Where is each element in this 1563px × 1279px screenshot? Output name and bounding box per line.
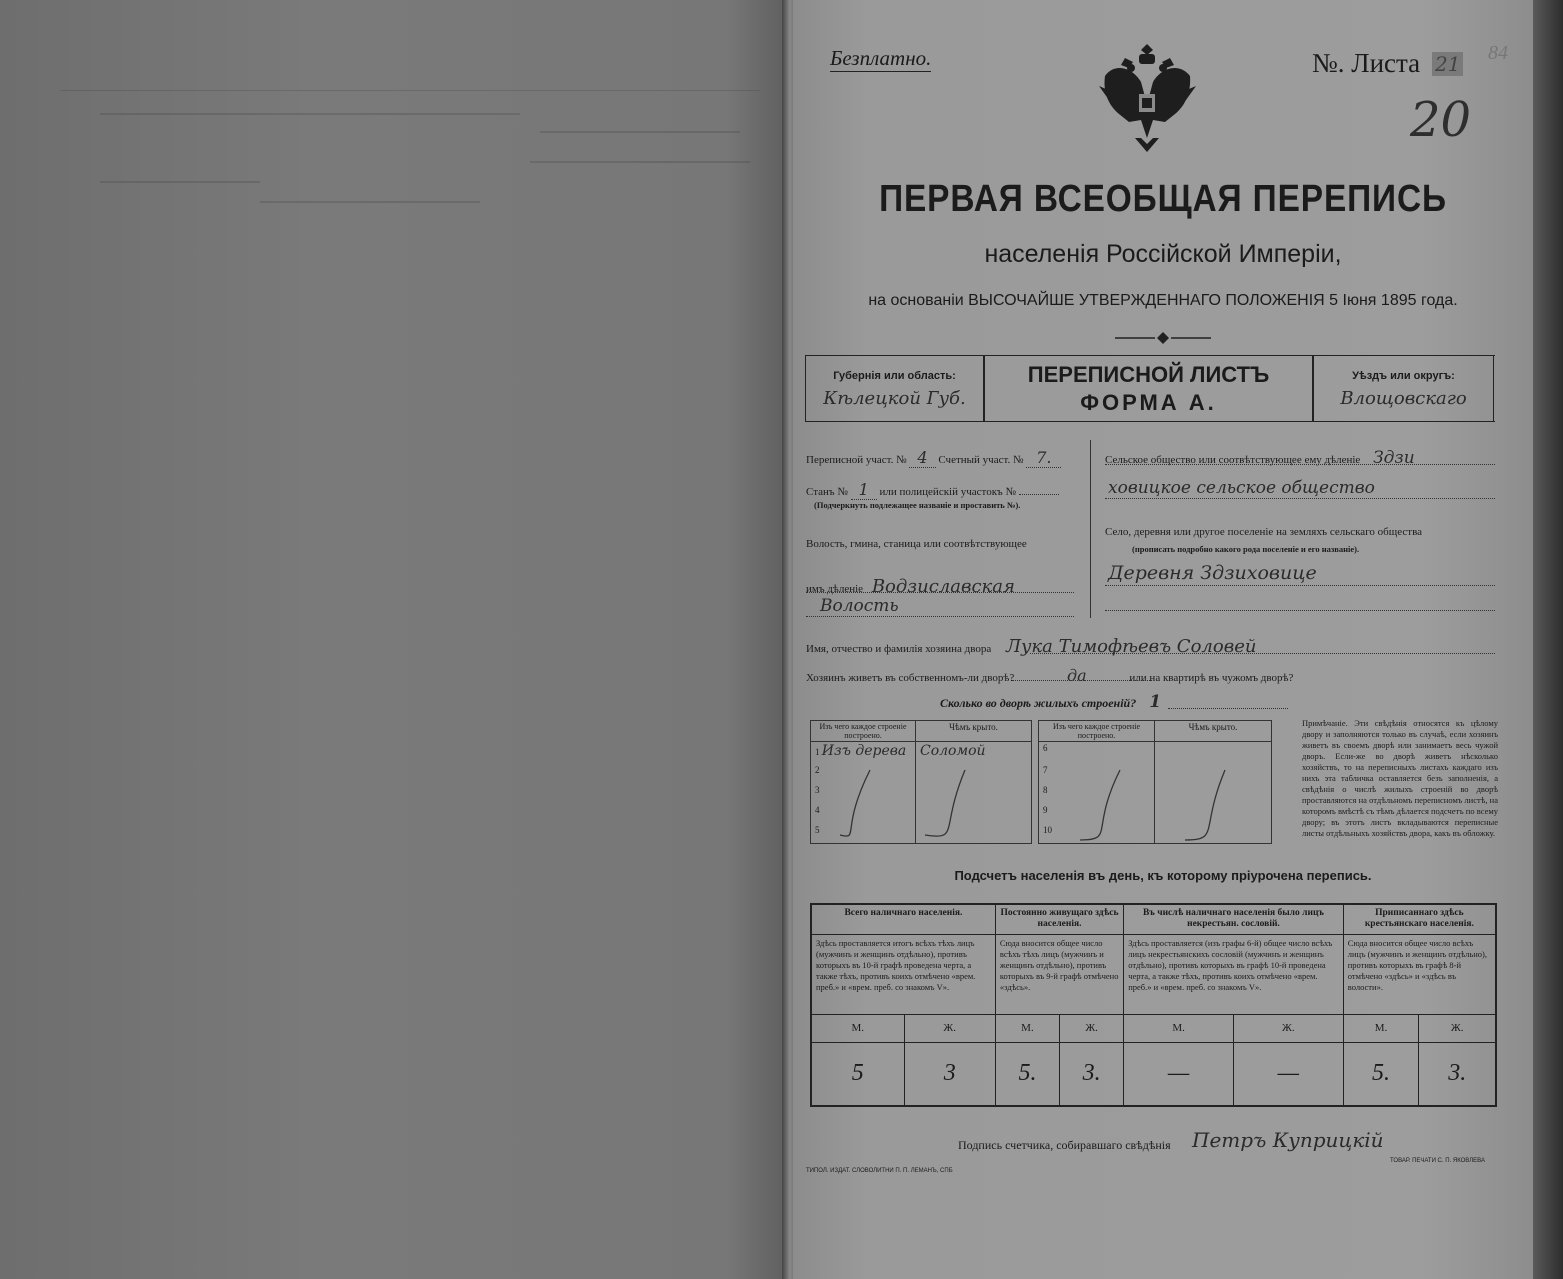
building-row-9: 9 [1039, 804, 1155, 824]
society-row [1105, 448, 1415, 468]
large-sheet-number: 20 [1410, 92, 1472, 148]
village-label: Село, деревня или другое поселеніе на земляхъ сельскаго общества [1105, 526, 1423, 538]
sheet-number-value: 21 [1432, 52, 1463, 76]
building-row-5: 5 [811, 824, 916, 844]
document-title: ПЕРВАЯ ВСЕОБЩАЯ ПЕРЕПИСЬ [879, 178, 1447, 220]
building-row-4: 4 [811, 804, 916, 824]
count-col-3-desc: Здѣсь проставляется (изъ графы 6-й) общее число всѣхъ лицъ некрестьянскихъ сословій (мужчинъ и женщинъ отдѣльно), противъ которыхъ въ графѣ 10-й проведена черта, а также тѣхъ, противъ коихъ отмѣчено «врем. преб.» и «врем. преб. со знакомъ V». [1124, 934, 1344, 1014]
own-house-row [806, 666, 1293, 685]
building-row-3: 3 [811, 784, 916, 804]
buildings-row [940, 692, 1161, 712]
male-header-3: М. [1124, 1014, 1234, 1042]
count-col-1-head: Всего наличнаго населенія. [811, 904, 995, 934]
male-header-1: М. [811, 1014, 904, 1042]
census-district-label: Переписной участ. № [806, 454, 907, 466]
female-header-1: Ж. [904, 1014, 995, 1042]
buildings-label: Сколько во дворѣ жилыхъ строеній? [940, 696, 1137, 710]
resident-female: 3. [1060, 1042, 1124, 1106]
volost-value-2: Волость [820, 596, 899, 616]
document-subtitle: населенія Россійской Имперіи, [984, 240, 1342, 268]
police-district-label: или полицейскій участокъ № [879, 486, 1016, 498]
count-col-4-head: Приписаннаго здѣсь крестьянскаго населенія. [1343, 904, 1496, 934]
roof-header-2: Чѣмъ крыто. [1155, 721, 1272, 742]
female-header-4: Ж. [1419, 1014, 1496, 1042]
non-peasant-male: — [1124, 1042, 1234, 1106]
bleed-through-text [60, 90, 760, 240]
note-paragraph: Примѣчаніе. Эти свѣдѣнія относятся къ цѣлому двору и заполняются только въ случаѣ, если хозяинъ живетъ въ своемъ дворѣ или занимаетъ весь чужой дворъ. Если-же во дворѣ живетъ нѣсколько хозяйствъ, то на переписныхъ листахъ каждаго изъ нихъ эта табличка оставляется безъ заполненія, а свѣдѣнія о числѣ жилыхъ строеній во дворѣ проставляются на отдѣльномъ переписномъ листѣ, на которомъ вмѣстѣ съ тѣмъ дѣлается подсчетъ по всему двору; въ этотъ листъ вкладываются переписные листы отдѣльныхъ хозяйствъ двора, какъ въ обложку. [1302, 718, 1498, 838]
buildings-underline [1168, 708, 1288, 709]
count-col-3-head: Въ числѣ наличнаго населенія было лицъ некрестьян. сословій. [1124, 904, 1344, 934]
guberniya-label: Губернія или область: [833, 370, 956, 382]
pencil-number: 84 [1488, 42, 1508, 64]
page-edge [1533, 0, 1563, 1279]
count-col-2-head: Постоянно живущаго здѣсь населенія. [995, 904, 1123, 934]
enumerator-signature: Петръ Куприцкій [1192, 1128, 1384, 1152]
registered-male: 5. [1343, 1042, 1419, 1106]
female-header-2: Ж. [1060, 1014, 1124, 1042]
census-district-row [806, 448, 1061, 467]
society-label: Сельское общество или соотвѣтствующее ему дѣленіе [1105, 454, 1361, 466]
free-of-charge-label: Безплатно. [830, 46, 932, 70]
building-row-1-material: 1 Изъ дерева [811, 742, 916, 764]
material-header-2: Изъ чего каждое строеніе построено. [1039, 721, 1155, 742]
uezd-value: Влощовскаго [1340, 388, 1467, 409]
society-value: Здзи [1373, 448, 1415, 468]
total-male: 5 [811, 1042, 904, 1106]
census-district-value: 4 [909, 448, 935, 468]
owner-label: Имя, отчество и фамилія хозяина двора [806, 643, 992, 655]
guberniya-box [805, 356, 985, 422]
material-header: Изъ чего каждое строеніе построено. [811, 721, 916, 742]
registered-female: 3. [1419, 1042, 1496, 1106]
column-divider [1090, 440, 1091, 618]
village-underline [1105, 585, 1495, 586]
male-header-2: М. [995, 1014, 1059, 1042]
guberniya-value: Кѣлецкой Губ. [823, 388, 966, 409]
volost-label: Волость, гмина, станица или соотвѣтствующее [806, 538, 1027, 550]
double-headed-eagle-emblem [1095, 42, 1200, 160]
uezd-label: Уѣздъ или округъ: [1352, 370, 1455, 382]
stan-value: 1 [851, 480, 877, 500]
enumerator-signature-label: Подпись счетчика, собиравшаго свѣдѣнія [958, 1138, 1171, 1152]
society-underline [1105, 464, 1495, 465]
non-peasant-female: — [1233, 1042, 1343, 1106]
form-type: ФОРМА А. [1080, 390, 1217, 415]
building-row-7: 7 [1039, 764, 1155, 784]
population-count-title: Подсчетъ населенія въ день, къ которому пріурочена перепись. [954, 868, 1372, 883]
female-header-3: Ж. [1233, 1014, 1343, 1042]
volost-underline-2 [806, 616, 1074, 617]
stan-label: Станъ № [806, 486, 848, 498]
volost-value: Водзиславская [871, 576, 1015, 597]
building-row-8: 8 [1039, 784, 1155, 804]
own-house-label: Хозяинъ живетъ въ собственномъ-ли дворѣ? [806, 672, 1015, 684]
society-value-2: ховицкое сельское общество [1108, 478, 1375, 498]
police-district-blank [1019, 494, 1059, 495]
rent-label: или на квартирѣ въ чужомъ дворѣ? [1129, 672, 1294, 684]
uezd-box [1312, 356, 1494, 422]
volost-label-2: имъ дѣленіе [806, 583, 864, 595]
underline-note: (Подчеркнуть подлежащее названіе и проставить №). [814, 500, 1021, 510]
owner-value: Лука Тимофѣевъ Соловей [1005, 636, 1257, 657]
owner-underline [1030, 653, 1495, 654]
legal-basis: на основаніи ВЫСОЧАЙШЕ УТВЕРЖДЕННАГО ПОЛОЖЕНІЯ 5 Іюня 1895 года. [868, 292, 1458, 309]
village-underline-2 [1105, 610, 1495, 611]
volost-underline [806, 592, 1074, 593]
roof-header: Чѣмъ крыто. [916, 721, 1032, 742]
count-col-1-desc: Здѣсь проставляется итогъ всѣхъ тѣхъ лицъ (мужчинъ и женщинъ отдѣльно), противъ которыхъ въ 10-й графѣ проведена черта, а также тѣхъ, противъ коихъ отмѣчено «врем. преб.» и «врем. преб. со знакомъ V». [811, 934, 995, 1014]
population-count-table [810, 903, 1497, 1107]
divider-ornament [1115, 332, 1211, 344]
count-district-label: Счетный участ. № [938, 454, 1024, 466]
village-note: (прописать подробно какого рода поселеніе и его названіе). [1132, 544, 1360, 554]
building-row-10: 10 [1039, 824, 1155, 844]
printer-imprint-left: ТИПОЛ. ИЗДАТ. СЛОВОЛИТНИ П. П. ЛЕМАНЪ, СПБ [806, 1168, 953, 1174]
society-underline-2 [1105, 498, 1495, 499]
total-female: 3 [904, 1042, 995, 1106]
own-house-value: да [1066, 666, 1087, 685]
building-row-6: 6 [1039, 742, 1155, 764]
resident-male: 5. [995, 1042, 1059, 1106]
village-value: Деревня Здзиховице [1108, 562, 1317, 584]
count-col-4-desc: Сюда вносится общее число всѣхъ лицъ (мужчинъ и женщинъ отдѣльно), противъ которыхъ въ графѣ 8-й отмѣчено «здѣсь» и «здѣсь въ волости». [1343, 934, 1496, 1014]
male-header-4: М. [1343, 1014, 1419, 1042]
buildings-value: 1 [1149, 692, 1162, 712]
count-col-2-desc: Сюда вносится общее число всѣхъ тѣхъ лицъ (мужчинъ и женщинъ отдѣльно), противъ которыхъ въ 9-й графѣ отмѣчено «здѣсь». [995, 934, 1123, 1014]
printer-imprint-right: ТОВАР. ПЕЧАТИ С. П. ЯКОВЛЕВА [1390, 1158, 1485, 1164]
stan-row [806, 480, 1059, 499]
building-row-1-roof: Соломой [916, 742, 1032, 764]
sheet-number-label: №. Листа [1312, 48, 1421, 78]
volost-row [806, 576, 1015, 597]
building-row-2: 2 [811, 764, 916, 784]
own-house-underline [1012, 680, 1152, 681]
ditto-strokes [820, 760, 1270, 850]
count-district-value: 7. [1026, 448, 1061, 468]
form-title: ПЕРЕПИСНОЙ ЛИСТЪ [1027, 362, 1270, 387]
